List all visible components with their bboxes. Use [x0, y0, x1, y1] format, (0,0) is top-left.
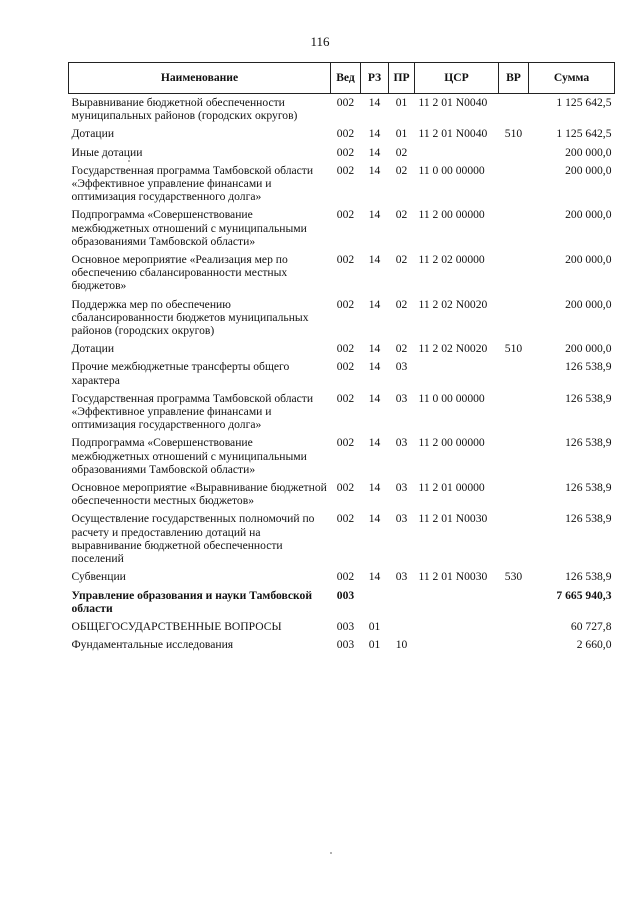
cell-ved: 002 [336, 208, 355, 222]
cell-csr: 11 2 02 N0020 [418, 297, 488, 311]
cell-pr: 03 [395, 391, 408, 405]
cell-name: Основное мероприятие «Реализация мер по обеспечению сбалансированности местных бюджетов» [71, 253, 288, 293]
cell-sum: 126 538,9 [565, 512, 612, 526]
cell-sum: 1 125 642,5 [556, 127, 612, 141]
cell-ved: 002 [336, 127, 355, 141]
cell-pr: 02 [395, 208, 408, 222]
table-row [69, 636, 615, 654]
cell-pr: 03 [395, 436, 408, 450]
cell-ved: 002 [336, 360, 355, 374]
cell-sum: 200 000,0 [565, 342, 612, 356]
cell-ved: 002 [336, 481, 355, 495]
table-body [69, 94, 615, 655]
cell-vr [499, 510, 529, 568]
cell-pr: 03 [395, 360, 408, 374]
header-rz: РЗ [361, 63, 389, 94]
table-row [69, 144, 615, 162]
cell-csr: 11 2 01 N0030 [418, 512, 488, 526]
cell-rz: 14 [368, 163, 381, 177]
cell-name: Поддержка мер по обеспечению сбалансированности бюджетов муниципальных районов (городских округов) [71, 297, 309, 338]
table-header-row [69, 63, 615, 94]
cell-ved: 002 [336, 145, 355, 159]
cell-pr: 01 [395, 127, 408, 141]
cell-csr: 11 2 02 00000 [418, 253, 485, 267]
cell-csr: 11 2 00 00000 [418, 208, 485, 222]
cell-vr [499, 618, 529, 636]
cell-pr: 03 [395, 512, 408, 526]
cell-name: Управление образования и науки Тамбовской области [71, 588, 313, 615]
cell-name: Фундаментальные исследования [71, 638, 234, 652]
cell-sum: 200 000,0 [565, 253, 612, 267]
cell-sum: 200 000,0 [565, 297, 612, 311]
cell-name: ОБЩЕГОСУДАРСТВЕННЫЕ ВОПРОСЫ [71, 619, 282, 633]
cell-csr: 11 2 01 N0030 [418, 570, 488, 584]
cell-ved: 002 [336, 436, 355, 450]
cell-ved: 002 [336, 570, 355, 584]
cell-vr [499, 296, 529, 341]
cell-vr [499, 434, 529, 479]
cell-ved: 002 [336, 342, 355, 356]
table-row [69, 94, 615, 126]
table-row [69, 587, 615, 618]
cell-sum: 60 727,8 [570, 619, 612, 633]
cell-name: Прочие межбюджетные трансферты общего характера [71, 360, 290, 387]
cell-sum: 1 125 642,5 [556, 96, 612, 109]
cell-csr: 11 2 01 N0040 [418, 127, 488, 141]
table-row [69, 479, 615, 510]
cell-pr: 03 [395, 481, 408, 495]
cell-rz: 14 [368, 297, 381, 311]
cell-vr [499, 206, 529, 251]
cell-rz [361, 587, 389, 618]
cell-ved: 002 [336, 253, 355, 267]
cell-csr: 11 2 01 N0040 [418, 96, 488, 109]
cell-sum: 200 000,0 [565, 163, 612, 177]
cell-name: Иные дотации [71, 145, 143, 159]
cell-name: Дотации [71, 342, 115, 356]
cell-rz: 14 [368, 481, 381, 495]
cell-sum: 7 665 940,3 [556, 588, 612, 602]
cell-rz: 14 [368, 253, 381, 267]
cell-pr [389, 587, 415, 618]
table-row [69, 206, 615, 251]
table-row [69, 296, 615, 341]
cell-pr: 02 [395, 297, 408, 311]
cell-csr: 11 2 00 00000 [418, 436, 485, 450]
cell-vr: 510 [504, 342, 523, 356]
cell-pr: 02 [395, 145, 408, 159]
cell-rz: 14 [368, 391, 381, 405]
cell-sum: 126 538,9 [565, 570, 612, 584]
table-row [69, 434, 615, 479]
cell-name: Подпрограмма «Совершенствование межбюджетных отношений с муниципальными образованиями Тамбовской области» [71, 208, 307, 248]
header-ved: Вед [331, 63, 361, 94]
cell-name: Государственная программа Тамбовской области «Эффективное управление финансами и оптимизация государственного долга» [71, 391, 314, 432]
header-name: Наименование [69, 63, 331, 94]
table-row [69, 162, 615, 207]
cell-rz: 01 [368, 638, 381, 652]
cell-vr [499, 390, 529, 435]
cell-csr: 11 2 01 00000 [418, 481, 485, 495]
cell-csr: 11 2 02 N0020 [418, 342, 488, 356]
cell-sum: 2 660,0 [576, 638, 612, 652]
cell-ved: 003 [336, 619, 355, 633]
cell-name: Основное мероприятие «Выравнивание бюджетной обеспеченности местных бюджетов» [71, 481, 327, 508]
cell-vr [499, 587, 529, 618]
table-row [69, 340, 615, 358]
cell-csr [415, 144, 499, 162]
cell-rz: 14 [368, 360, 381, 374]
budget-table [68, 62, 615, 654]
cell-pr: 02 [395, 163, 408, 177]
table-row [69, 510, 615, 568]
cell-ved: 002 [336, 512, 355, 526]
cell-pr: 02 [395, 253, 408, 267]
cell-vr [499, 162, 529, 207]
cell-sum: 200 000,0 [565, 208, 612, 222]
cell-csr [415, 358, 499, 389]
cell-pr: 10 [395, 638, 408, 652]
cell-sum: 126 538,9 [565, 360, 612, 374]
cell-rz: 14 [368, 436, 381, 450]
cell-vr [499, 144, 529, 162]
cell-ved: 003 [336, 588, 355, 602]
cell-csr [415, 636, 499, 654]
cell-pr: 02 [395, 342, 408, 356]
cell-sum: 200 000,0 [565, 145, 612, 159]
table-row [69, 618, 615, 636]
table-row [69, 568, 615, 586]
header-csr: ЦСР [415, 63, 499, 94]
cell-vr [499, 358, 529, 389]
cell-ved: 002 [336, 163, 355, 177]
cell-vr [499, 94, 529, 126]
cell-rz: 01 [368, 619, 381, 633]
cell-rz: 14 [368, 127, 381, 141]
cell-vr [499, 636, 529, 654]
cell-name: Субвенции [71, 570, 126, 584]
cell-name: Подпрограмма «Совершенствование межбюджетных отношений с муниципальными образованиями Тамбовской области» [71, 436, 307, 476]
table-row [69, 251, 615, 296]
cell-rz: 14 [368, 145, 381, 159]
cell-ved: 002 [336, 297, 355, 311]
cell-name: Дотации [71, 127, 115, 141]
cell-csr: 11 0 00 00000 [418, 163, 485, 177]
table-row [69, 390, 615, 435]
cell-csr: 11 0 00 00000 [418, 391, 485, 405]
header-pr: ПР [389, 63, 415, 94]
cell-rz: 14 [368, 342, 381, 356]
cell-vr [499, 479, 529, 510]
cell-vr: 530 [504, 570, 523, 584]
cell-rz: 14 [368, 96, 381, 109]
table-row [69, 358, 615, 389]
cell-rz: 14 [368, 570, 381, 584]
cell-pr [389, 618, 415, 636]
cell-ved: 002 [336, 391, 355, 405]
cell-sum: 126 538,9 [565, 436, 612, 450]
header-sum: Сумма [529, 63, 615, 94]
cell-sum: 126 538,9 [565, 481, 612, 495]
header-vr: ВР [499, 63, 529, 94]
scan-speck [330, 852, 332, 854]
cell-pr: 01 [395, 96, 408, 109]
cell-rz: 14 [368, 512, 381, 526]
cell-rz: 14 [368, 208, 381, 222]
cell-name: Выравнивание бюджетной обеспеченности муниципальных районов (городских округов) [71, 96, 298, 123]
cell-sum: 126 538,9 [565, 391, 612, 405]
scan-speck [128, 160, 130, 162]
cell-ved: 002 [336, 96, 355, 109]
cell-vr: 510 [504, 127, 523, 141]
page-number: 116 [310, 34, 330, 49]
cell-vr [499, 251, 529, 296]
cell-name: Осуществление государственных полномочий по расчету и предоставлению дотаций на выравнивание бюджетной обеспеченности поселений [71, 512, 315, 566]
cell-name: Государственная программа Тамбовской области «Эффективное управление финансами и оптимизация государственного долга» [71, 163, 314, 204]
cell-csr [415, 618, 499, 636]
cell-ved: 003 [336, 638, 355, 652]
cell-csr [415, 587, 499, 618]
cell-pr: 03 [395, 570, 408, 584]
table-row [69, 125, 615, 143]
